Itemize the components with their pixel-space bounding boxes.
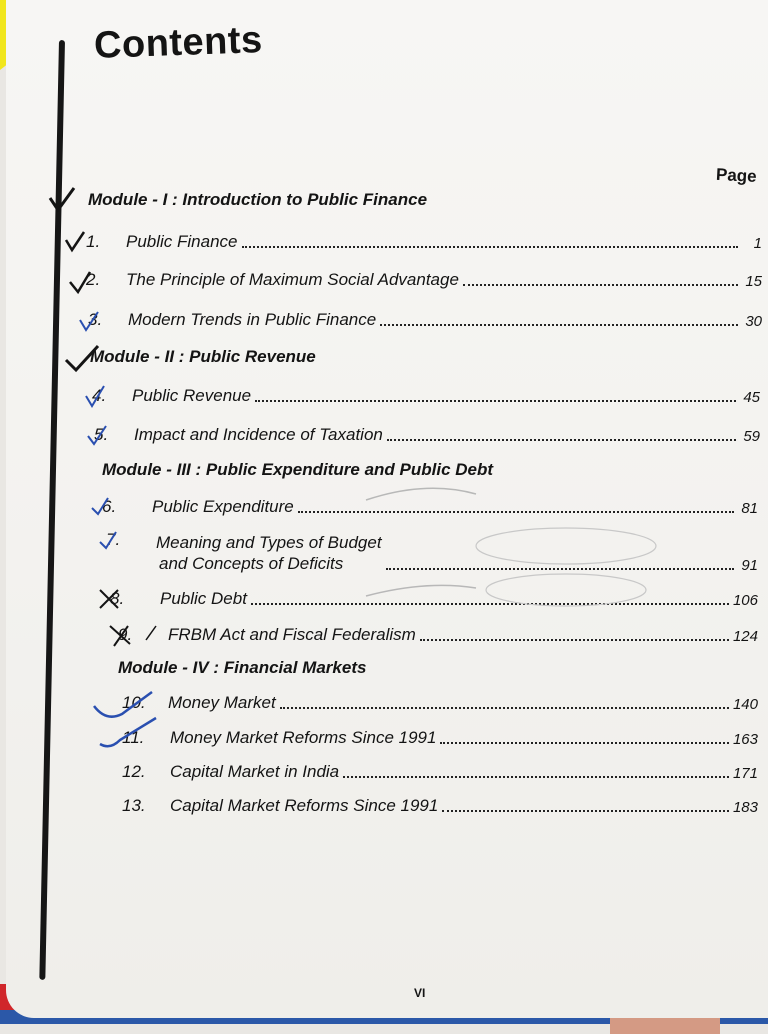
entry-title: Impact and Incidence of Taxation [134,425,383,444]
toc-entry-13 [122,794,758,816]
entry-title: Public Expenditure [152,497,294,516]
dot-leader [343,775,729,778]
entry-page: 30 [745,313,762,330]
dot-leader [251,602,729,605]
dot-leader [442,809,729,812]
dot-leader [380,323,738,326]
book-page [6,0,768,1018]
check-mark-module-1 [50,188,74,210]
entry-page: 140 [732,696,758,713]
entry-title: Capital Market in India [170,762,340,781]
entry-number: 1. [86,232,101,251]
dot-leader [298,510,734,513]
entry-title-line-2: and Concepts of Deficits [159,554,344,573]
dot-leader [463,283,738,286]
page-number-footer: VI [414,986,426,1000]
entry-page: 45 [743,389,760,406]
entry-number: 10. [122,693,146,712]
entry-title: Public Finance [126,232,238,251]
entry-title-line-1: Meaning and Types of Budget [156,533,382,552]
toc-entry-5 [94,423,760,445]
entry-number: 2. [86,270,101,289]
check-mark-1 [66,232,84,250]
toc-entry-6 [102,495,758,517]
toc-entry-4 [92,384,760,406]
module-4-heading: Module - IV : Financial Markets [118,658,367,677]
entry-number: 9. [118,625,133,644]
entry-number: 6. [102,497,117,516]
page-column-label: Page [715,164,758,187]
toc-entry-12 [122,760,758,782]
entry-number: 3. [88,310,103,329]
entry-number: 7. [106,530,121,549]
entry-title: The Principle of Maximum Social Advantage [126,270,459,289]
entry-number: 13. [122,796,146,815]
module-1-heading: Module - I : Introduction to Public Finance [88,190,428,209]
contents-heading: Contents [93,19,264,67]
toc-entry-10 [122,691,758,713]
dot-leader [386,567,734,570]
toc-entry-11 [122,726,758,748]
entry-title: Modern Trends in Public Finance [128,310,377,329]
entry-title [156,532,386,574]
entry-number: 11. [122,728,145,747]
entry-page: 81 [741,500,758,517]
dot-leader [440,741,729,744]
toc-entry-8 [110,587,758,609]
entry-title: Public Revenue [132,386,252,405]
dot-leader [242,245,738,248]
dot-leader [255,399,736,402]
module-2-heading: Module - II : Public Revenue [90,347,316,366]
entry-page: 106 [732,592,758,609]
entry-page: 163 [732,731,758,748]
toc-entry-3 [88,308,762,330]
entry-title: Money Market Reforms Since 1991 [170,728,437,747]
entry-page: 183 [732,799,758,816]
entry-title: Capital Market Reforms Since 1991 [170,796,439,815]
toc-entry-9 [118,623,758,645]
entry-number: 4. [92,386,107,405]
entry-page: 91 [741,557,758,574]
entry-number: 12. [122,762,146,781]
toc-entry-1 [86,230,762,252]
entry-title: FRBM Act and Fiscal Federalism [168,625,416,644]
toc-entry-2 [86,268,762,290]
dot-leader [420,638,729,641]
entry-page: 15 [745,273,762,290]
entry-page: 1 [753,235,762,252]
entry-page: 59 [743,428,760,445]
toc-entry-7 [106,530,758,574]
dot-leader [387,438,736,441]
dot-leader [280,706,729,709]
entry-page: 171 [732,765,758,782]
entry-number: 5. [94,425,109,444]
entry-title: Public Debt [160,589,247,608]
module-3-heading: Module - III : Public Expenditure and Public Debt [102,460,494,479]
entry-title: Money Market [168,693,276,712]
margin-ink-line [39,40,65,980]
entry-number: 8. [110,589,125,608]
entry-page: 124 [732,628,758,645]
